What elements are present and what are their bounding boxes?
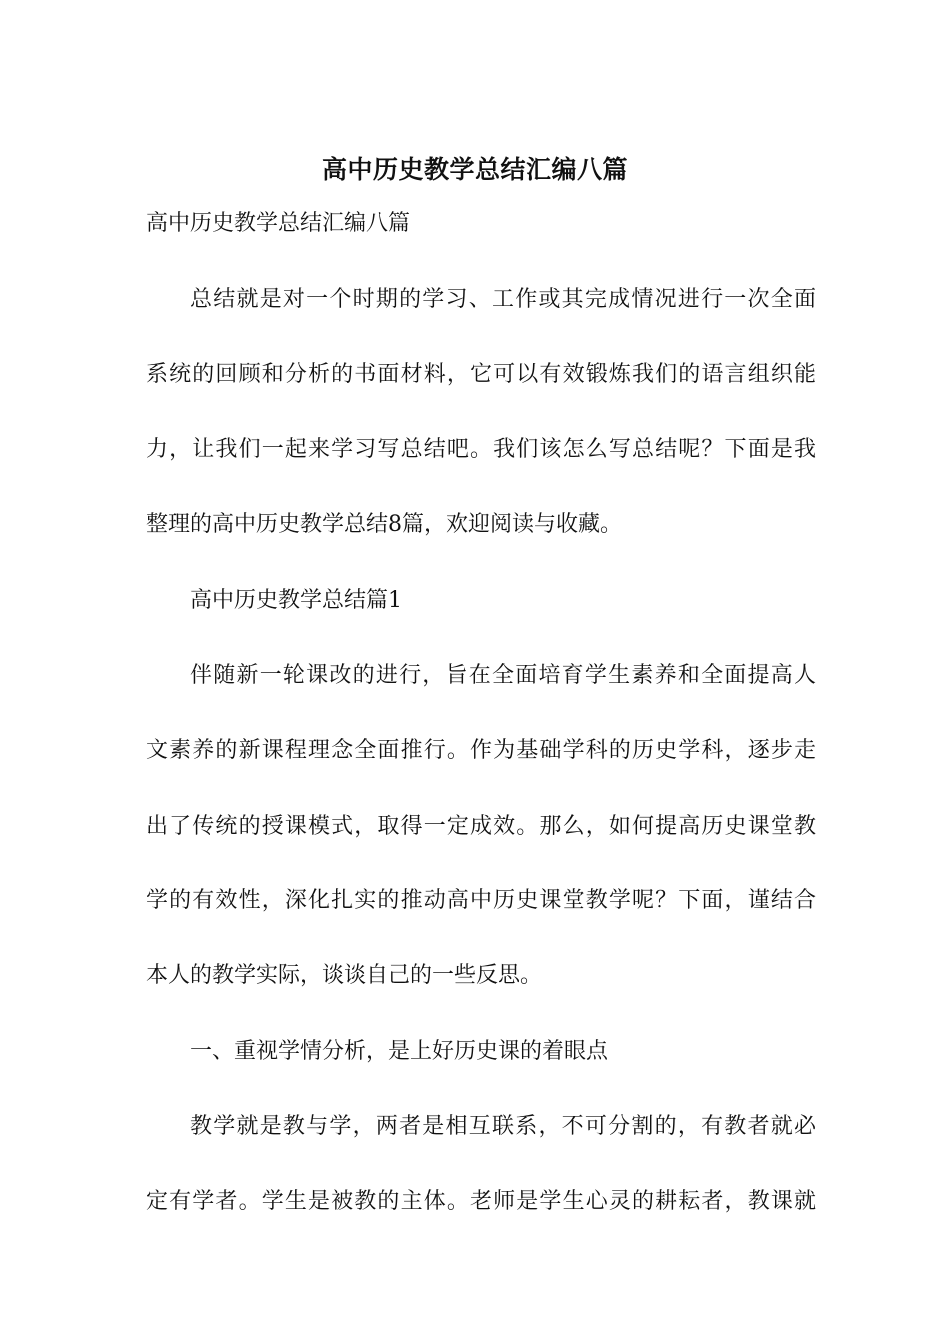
paragraph-line: 伴随新一轮课改的进行，旨在全面培育学生素养和全面提高人 <box>190 663 816 688</box>
intro-line: 力，让我们一起来学习写总结吧。我们该怎么写总结呢？下面是我 <box>146 437 816 462</box>
paragraph-line: 定有学者。学生是被教的主体。老师是学生心灵的耕耘者，教课就 <box>146 1189 816 1214</box>
intro-line: 总结就是对一个时期的学习、工作或其完成情况进行一次全面 <box>190 287 816 312</box>
intro-line: 系统的回顾和分析的书面材料，它可以有效锻炼我们的语言组织能 <box>146 362 816 387</box>
section-heading: 一、重视学情分析，是上好历史课的着眼点 <box>190 1039 609 1064</box>
document-title: 高中历史教学总结汇编八篇 <box>321 155 628 184</box>
paragraph-line: 出了传统的授课模式，取得一定成效。那么，如何提高历史课堂教 <box>146 814 816 839</box>
paragraph-line: 教学就是教与学，两者是相互联系，不可分割的，有教者就必 <box>190 1114 816 1139</box>
section-title: 高中历史教学总结篇1 <box>190 588 402 613</box>
paragraph-line: 本人的教学实际，谈谈自己的一些反思。 <box>146 963 543 988</box>
intro-line: 整理的高中历史教学总结8篇，欢迎阅读与收藏。 <box>146 512 622 537</box>
paragraph-line: 文素养的新课程理念全面推行。作为基础学科的历史学科，逐步走 <box>146 738 816 763</box>
document-subtitle: 高中历史教学总结汇编八篇 <box>146 211 411 236</box>
paragraph-line: 学的有效性，深化扎实的推动高中历史课堂教学呢？下面，谨结合 <box>146 888 816 913</box>
